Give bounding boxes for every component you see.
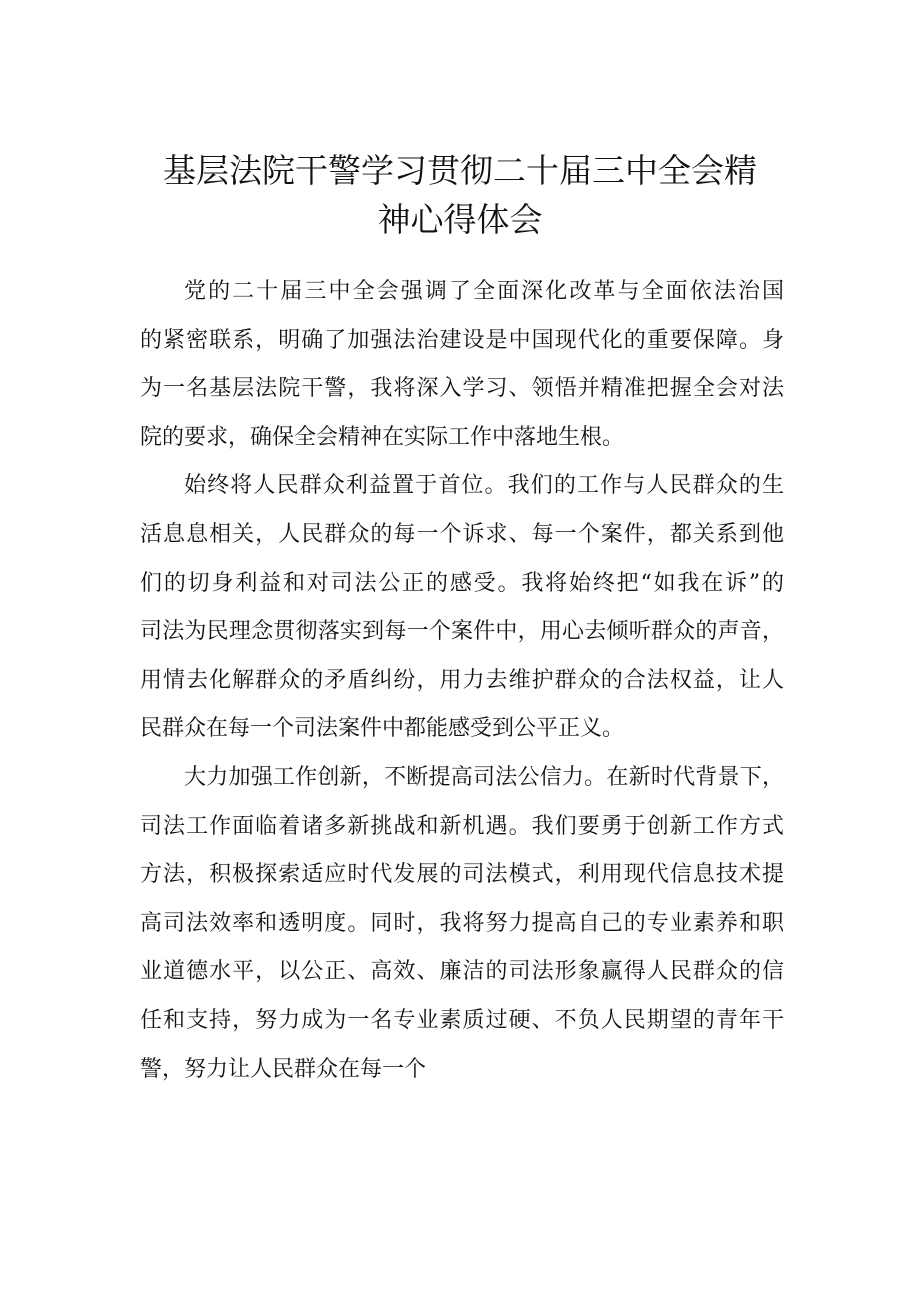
text-line: 民群众在每一个司法案件中都能感受到公平正义。 [140,716,625,742]
text-line: 业道德水平，以公正、高效、廉洁的司法形象赢得人民群众的信 [140,959,784,985]
document-body [140,268,784,1094]
document-title [120,146,800,244]
text-line: 党的二十届三中全会强调了全面深化改革与全面依法治国 [184,279,784,304]
text-line: 警，努力让人民群众在每一个 [140,1056,427,1082]
text-line: 任和支持，努力成为一名专业素质过硬、不负人民期望的青年干 [140,1007,784,1033]
paragraph-2 [140,462,784,754]
text-line: 始终将人民群众利益置于首位。我们的工作与人民群众的生 [184,473,784,499]
title-line: 神心得体会 [377,200,543,239]
text-line: 大力加强工作创新，不断提高司法公信力。在新时代背景下， [184,764,784,790]
text-line: 用情去化解群众的矛盾纠纷，用力去维护群众的合法权益，让人 [140,667,784,693]
text-line: 方法，积极探索适应时代发展的司法模式，利用现代信息技术提 [140,862,784,888]
text-line: 的紧密联系，明确了加强法治建设是中国现代化的重要保障。身 [140,327,784,353]
text-line: 活息息相关，人民群众的每一个诉求、每一个案件，都关系到他 [140,521,784,547]
text-line: 院的要求，确保全会精神在实际工作中落地生根。 [140,424,625,450]
text-line: 司法为民理念贯彻落实到每一个案件中，用心去倾听群众的声音， [140,619,784,645]
text-line: 们的切身利益和对司法公正的感受。我将始终把“如我在诉”的 [140,570,784,596]
paragraph-3 [140,754,784,1094]
text-line: 高司法效率和透明度。同时，我将努力提高自己的专业素养和职 [140,910,784,936]
text-line: 为一名基层法院干警，我将深入学习、领悟并精准把握全会对法 [140,376,784,402]
paragraph-1 [140,268,784,462]
text-line: 司法工作面临着诸多新挑战和新机遇。我们要勇于创新工作方式 [140,813,784,839]
title-line: 基层法院干警学习贯彻二十届三中全会精 [163,151,757,190]
